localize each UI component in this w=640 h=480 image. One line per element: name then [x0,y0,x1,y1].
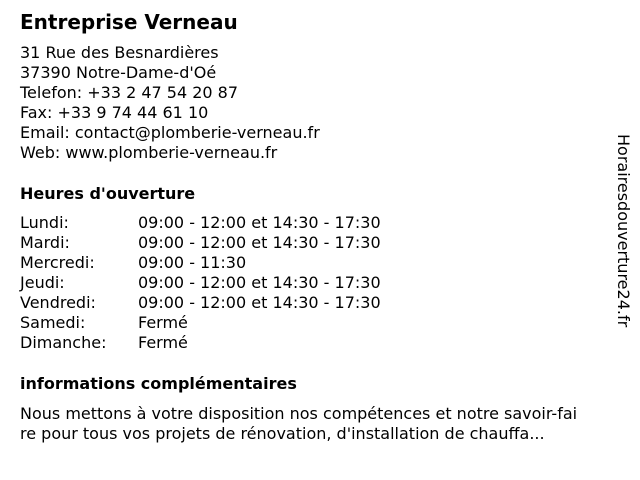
day-label: Lundi: [20,213,69,232]
address-city: 37390 Notre-Dame-d'Oé [20,63,217,82]
additional-info-text [20,404,620,444]
opening-hours-title: Heures d'ouverture [20,184,196,203]
day-hours: 09:00 - 12:00 et 14:30 - 17:30 [138,273,381,292]
site-watermark: Horairesdouverture24.fr [614,134,633,328]
day-label: Vendredi: [20,293,96,312]
email-address: Email: contact@plomberie-verneau.fr [20,123,320,142]
day-hours: 09:00 - 12:00 et 14:30 - 17:30 [138,213,381,232]
day-label: Mardi: [20,233,70,252]
website: Web: www.plomberie-verneau.fr [20,143,278,162]
day-hours: 09:00 - 12:00 et 14:30 - 17:30 [138,233,381,252]
day-label: Samedi: [20,313,86,332]
day-hours: Fermé [138,333,188,352]
company-name: Entreprise Verneau [20,10,238,34]
additional-info-title: informations complémentaires [20,374,297,393]
day-label: Dimanche: [20,333,107,352]
day-hours: 09:00 - 12:00 et 14:30 - 17:30 [138,293,381,312]
info-line-1: Nous mettons à votre disposition nos compétences et notre savoir-fai [20,404,578,423]
contact-block [20,43,320,163]
info-line-2: re pour tous vos projets de rénovation, d'installation de chauffa... [20,424,545,443]
address-street: 31 Rue des Besnardières [20,43,219,62]
phone-number: Telefon: +33 2 47 54 20 87 [20,83,239,102]
day-hours: 09:00 - 11:30 [138,253,247,272]
day-label: Mercredi: [20,253,95,272]
day-label: Jeudi: [20,273,65,292]
fax-number: Fax: +33 9 74 44 61 10 [20,103,209,122]
day-hours: Fermé [138,313,188,332]
